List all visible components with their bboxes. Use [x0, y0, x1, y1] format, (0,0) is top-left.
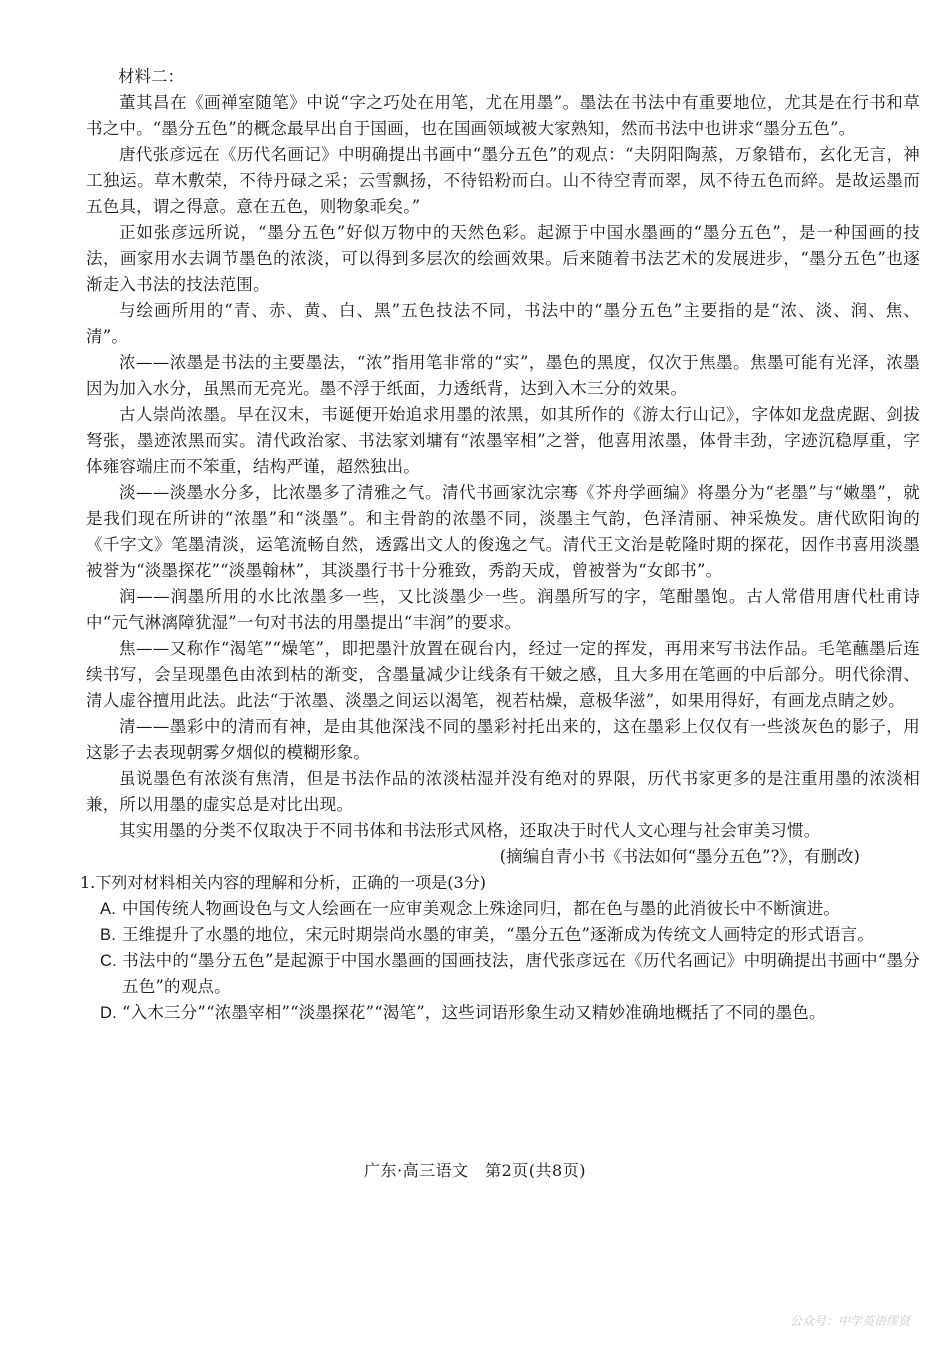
- page-footer: 广东·高三语文 第2页(共8页): [364, 1161, 586, 1180]
- paragraph: 浓——浓墨是书法的主要墨法，“浓”指用笔非常的“实”，墨色的黑度，仅次于焦墨。焦墨可能有光泽，浓墨因为加入水分，虽黑而无亮光。墨不浮于纸面，力透纸背，达到入木三分的效果。: [86, 353, 920, 398]
- option-text: 中国传统人物画设色与文人绘画在一应审美观念上殊途同归，都在色与墨的此消彼长中不断演进。: [122, 899, 841, 918]
- paragraph: 焦——又称作“渴笔”“燥笔”，即把墨汁放置在砚台内，经过一定的挥发，再用来写书法作品。毛笔蘸墨后连续书写，会呈现墨色由浓到枯的渐变，含墨量减少让线条有干皴之感，且大多用在笔画的中后部分。明代徐渭、清人虚谷擅用此法。此法“于浓墨、淡墨之间运以渴笔，视若枯燥，意极华滋”，如果用得好，有画龙点睛之妙。: [86, 639, 920, 710]
- option-text: 王维提升了水墨的地位，宋元时期崇尚水墨的审美，“墨分五色”逐渐成为传统文人画特定的形式语言。: [122, 925, 875, 944]
- option-key: A.: [100, 900, 116, 918]
- watermark: 公众号：中学英语缪贤: [789, 1314, 910, 1328]
- paragraph: 正如张彦远所说，“墨分五色”好似万物中的天然色彩。起源于中国水墨画的“墨分五色”，是一种国画的技法，画家用水去调节墨色的浓淡，可以得到多层次的绘画效果。后来随着书法艺术的发展进步，“墨分五色”也逐渐走入书法的技法范围。: [86, 223, 920, 294]
- paragraph: 清——墨彩中的清而有神，是由其他深浅不同的墨彩衬托出来的，这在墨彩上仅仅有一些淡灰色的影子，用这影子去表现朝雾夕烟似的模糊形象。: [86, 717, 920, 762]
- source-citation: (摘编自青小书《书法如何“墨分五色”?》，有删改): [499, 847, 860, 866]
- question-stem: 1.下列对材料相关内容的理解和分析，正确的一项是(3分): [80, 873, 486, 892]
- option-a: [100, 896, 920, 922]
- option-key: C.: [100, 952, 117, 970]
- document-body: [80, 64, 920, 1026]
- option-text: 书法中的“墨分五色”是起源于中国水墨画的国画技法，唐代张彦远在《历代名画记》中明确提出书画中“墨分五色”的观点。: [122, 951, 920, 996]
- option-b: [100, 922, 920, 948]
- paragraph: 淡——淡墨水分多，比浓墨多了清雅之气。清代书画家沈宗骞《芥舟学画编》将墨分为“老墨”与“嫩墨”，就是我们现在所讲的“浓墨”和“淡墨”。和主骨韵的浓墨不同，淡墨主气韵，色泽清丽、神采焕发。唐代欧阳询的《千字文》笔墨清淡，运笔流畅自然，透露出文人的俊逸之气。清代王文治是乾隆时期的探花，因作书喜用淡墨被誉为“淡墨探花”“淡墨翰林”，其淡墨行书十分雅致，秀韵天成，曾被誉为“女郎书”。: [86, 483, 920, 580]
- option-d: [100, 1000, 920, 1026]
- paragraph: 董其昌在《画禅室随笔》中说“字之巧处在用笔，尤在用墨”。墨法在书法中有重要地位，尤其是在行书和草书之中。“墨分五色”的概念最早出自于国画，也在国画领域被大家熟知，然而书法中也讲求“墨分五色”。: [86, 93, 920, 138]
- paragraph: 虽说墨色有浓淡有焦清，但是书法作品的浓淡枯湿并没有绝对的界限，历代书家更多的是注重用墨的浓淡相兼，所以用墨的虚实总是对比出现。: [86, 769, 920, 814]
- material-heading: 材料二：: [118, 67, 184, 86]
- option-key: B.: [100, 926, 116, 944]
- paragraph: 与绘画所用的“青、赤、黄、白、黑”五色技法不同，书法中的“墨分五色”主要指的是“浓、淡、润、焦、清”。: [86, 301, 920, 346]
- paragraph: 其实用墨的分类不仅取决于不同书体和书法形式风格，还取决于时代人文心理与社会审美习惯。: [119, 821, 821, 840]
- paragraph: 唐代张彦远在《历代名画记》中明确提出书画中“墨分五色”的观点：“夫阴阳陶蒸，万象错布，玄化无言，神工独运。草木敷荣，不待丹碌之采；云雪飘扬，不待铅粉而白。山不待空青而翠，凤不待五色而綷。是故运墨而五色具，谓之得意。意在五色，则物象乖矣。”: [86, 145, 920, 216]
- paragraph: 古人崇尚浓墨。早在汉末，韦诞便开始追求用墨的浓黑，如其所作的《游太行山记》，字体如龙盘虎踞、剑拔弩张，墨迹浓黑而实。清代政治家、书法家刘墉有“浓墨宰相”之誉，他喜用浓墨，体骨丰劲，字迹沉稳厚重，字体雍容端庄而不笨重，结构严谨，超然独出。: [86, 405, 920, 476]
- option-c: [100, 948, 920, 1000]
- paragraph: 润——润墨所用的水比浓墨多一些，又比淡墨少一些。润墨所写的字，笔酣墨饱。古人常借用唐代杜甫诗中“元气淋漓障犹湿”一句对书法的用墨提出“丰润”的要求。: [86, 587, 920, 632]
- option-key: D.: [100, 1004, 117, 1022]
- option-text: “入木三分”“浓墨宰相”“淡墨探花”“渴笔”，这些词语形象生动又精妙准确地概括了不同的墨色。: [122, 1003, 826, 1022]
